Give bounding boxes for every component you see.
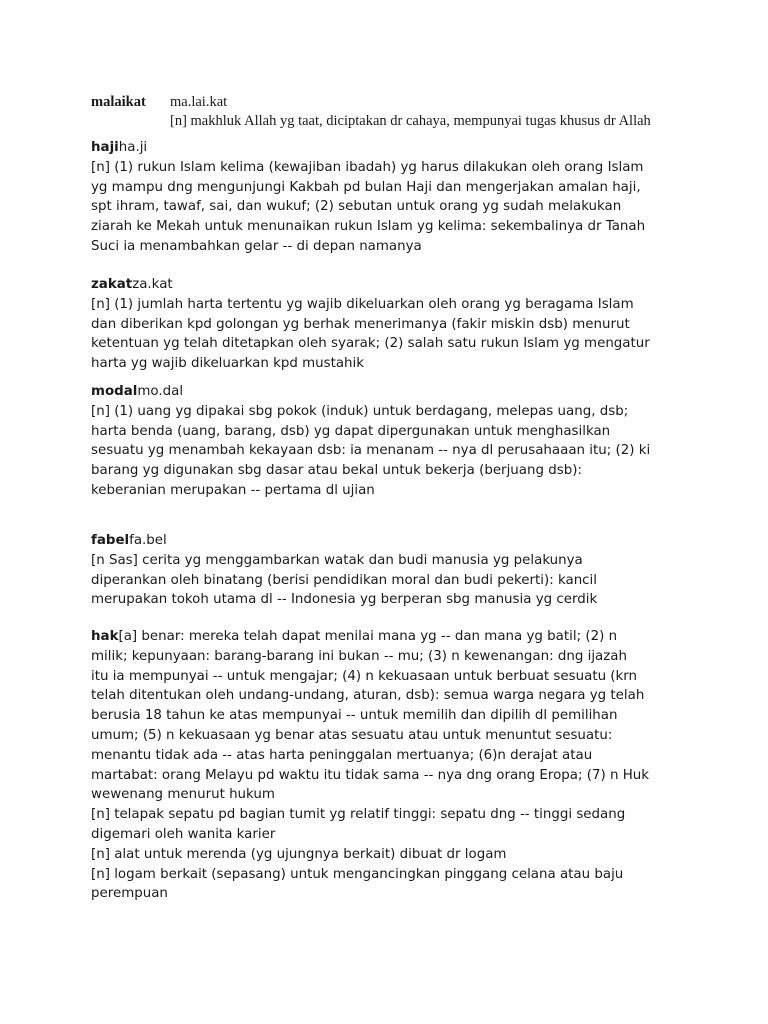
entry-definition-line: harta yg wajib dikeluarkan kpd mustahik	[91, 356, 365, 372]
entry-term: malaikat	[91, 94, 146, 110]
entry-definition-line: Suci ia menambahkan gelar -- di depan namanya	[91, 238, 422, 254]
entry-heading	[91, 138, 691, 158]
entry-heading	[91, 275, 691, 295]
entry-definition-line: [n] (1) uang yg dipakai sbg pokok (induk) untuk berdagang, melepas uang, dsb;	[91, 403, 629, 419]
entry-definition-line: berusia 18 tahun ke atas mempunyai -- untuk memilih dan dipilih dl pemilihan	[91, 708, 618, 724]
entry-heading	[91, 531, 691, 551]
entry-definition-line: ziarah ke Mekah untuk menunaikan rukun Islam yg kelima: sekembalinya dr Tanah	[91, 219, 646, 235]
entry-hak	[91, 627, 691, 904]
entry-syllables: fa.bel	[129, 533, 167, 548]
entry-definition-line: harta benda (uang, barang, dsb) yg dapat dipergunakan untuk menghasilkan	[91, 423, 611, 439]
entry-definition-line: [n Sas] cerita yg menggambarkan watak dan budi manusia yg pelakunya	[91, 552, 583, 568]
entry-definition-line: merupakan tokoh utama dl -- Indonesia yg berperan sbg manusia yg cerdik	[91, 592, 598, 608]
entry-haji	[91, 138, 691, 257]
entry-definition-line: ketentuan yg telah ditetapkan oleh syarak; (2) salah satu rukun Islam yg mengatur	[91, 336, 650, 352]
entry-term: haji	[91, 140, 119, 155]
entry-definition-line: itu ia mempunyai -- untuk mengajar; (4) n kekuasaan untuk berbuat sesuatu (krn	[91, 668, 638, 684]
entry-zakat	[91, 275, 691, 374]
entry-heading	[91, 382, 691, 402]
entry-definition-line: sesuatu yg menambah kekayaan dsb: ia menanam -- nya dl perusahaaan itu; (2) ki	[91, 443, 651, 459]
entry-definition-line: [n] makhluk Allah yg taat, diciptakan dr cahaya, mempunyai tugas khusus dr Allah	[170, 113, 651, 129]
entry-definition-line: martabat: orang Melayu pd waktu itu tidak sama -- nya dng orang Eropa; (7) n Huk	[91, 767, 650, 783]
entry-syllables: za.kat	[132, 277, 173, 292]
entry-syllables: mo.dal	[137, 384, 184, 399]
entry-definition-line: [n] (1) rukun Islam kelima (kewajiban ibadah) yg harus dilakukan oleh orang Islam	[91, 159, 644, 175]
entry-definition-line: menantu tidak ada -- atas harta peninggalan mertuanya; (6)n derajat atau	[91, 747, 593, 763]
entry-definition-line: milik; kepunyaan: barang-barang ini bukan -- mu; (3) n kewenangan: dng ijazah	[91, 648, 627, 664]
entry-term: zakat	[91, 277, 133, 292]
entry-definition-line: digemari oleh wanita karier	[91, 826, 276, 842]
entry-definition-line: dan diberikan kpd golongan yg berhak menerimanya (fakir miskin dsb) menurut	[91, 316, 630, 332]
entry-definition-line: yg mampu dng mengunjungi Kakbah pd bulan Haji dan mengerjakan amalan haji,	[91, 179, 641, 195]
entry-modal	[91, 382, 691, 501]
entry-definition-line: umum; (5) n kekuasaan yg benar atas sesuatu atau untuk menuntut sesuatu:	[91, 727, 613, 743]
entry-definition-line: [n] (1) jumlah harta tertentu yg wajib dikeluarkan oleh orang yg beragama Islam	[91, 296, 634, 312]
entry-syllables: ha.ji	[118, 140, 148, 155]
entry-definition-line: wewenang menurut hukum	[91, 787, 275, 803]
entry-definition-line: spt ihram, tawaf, sai, dan wukuf; (2) sebutan untuk orang yg sudah melakukan	[91, 199, 622, 215]
entry-definition-line: [n] alat untuk merenda (yg ujungnya berkait) dibuat dr logam	[91, 846, 507, 862]
entry-term: fabel	[91, 533, 130, 548]
entry-heading	[91, 627, 691, 647]
entry-definition-line: diperankan oleh binatang (berisi pendidikan moral dan budi pekerti): kancil	[91, 572, 597, 588]
entry-definition-line: [n] telapak sepatu pd bagian tumit yg relatif tinggi: sepatu dng -- tinggi sedang	[91, 807, 626, 823]
entry-syllables: ma.lai.kat	[170, 94, 228, 110]
entry-definition-line: keberanian merupakan -- pertama dl ujian	[91, 482, 375, 498]
entry-definition-line: [n] logam berkait (sepasang) untuk mengancingkan pinggang celana atau baju	[91, 866, 624, 882]
entry-definition-line: perempuan	[91, 886, 168, 902]
entry-first-line: [a] benar: mereka telah dapat menilai mana yg -- dan mana yg batil; (2) n	[118, 629, 618, 644]
entry-definition-line: telah ditentukan oleh undang-undang, aturan, dsb): semua warga negara yg telah	[91, 688, 645, 704]
entry-term: hak	[91, 629, 119, 644]
entry-definition-line: barang yg digunakan sbg dasar atau bekal untuk bekerja (berjuang dsb):	[91, 463, 582, 479]
entry-term: modal	[91, 384, 138, 399]
entry-fabel	[91, 531, 691, 610]
